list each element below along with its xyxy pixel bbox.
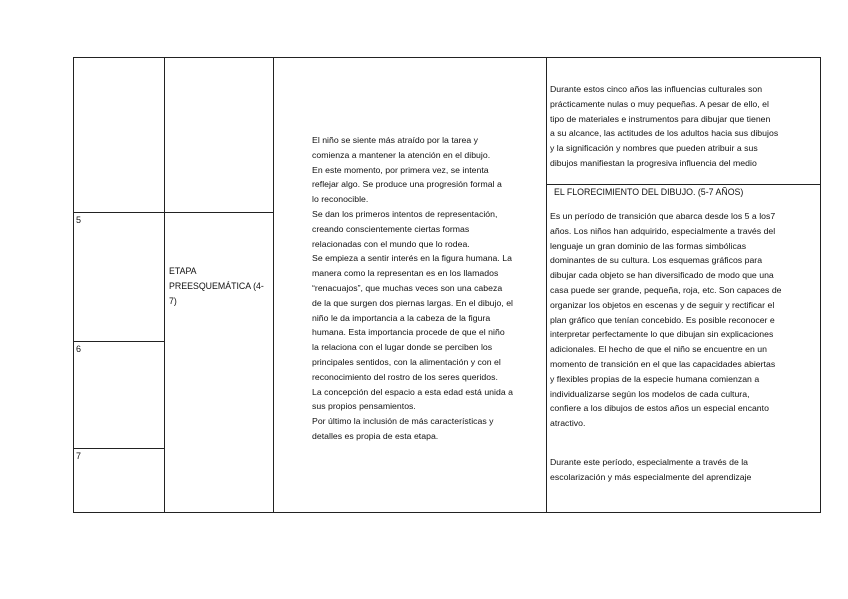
schooling-text: [550, 455, 751, 485]
row-divider: [546, 184, 821, 185]
flowering-line: dominantes de su cultura. Los esquemas gráficos para: [550, 255, 763, 266]
description-line: niño le da importancia a la cabeza de la figura: [312, 312, 491, 323]
description-line: lo reconocible.: [312, 194, 369, 205]
description-line: “renacuajos”, que muchas veces son una cabeza: [312, 282, 503, 293]
flowering-line: interpretar perfectamente lo que dibujan sin explicaciones: [550, 329, 774, 340]
influences-line: dibujos manifiestan la progresiva influencia del medio: [550, 157, 757, 168]
flowering-line: Es un período de transición que abarca desde los 5 a los7: [550, 211, 776, 221]
influences-line: y la significación y nombres que pueden atribuir a sus: [550, 143, 758, 154]
flowering-text: [550, 209, 782, 431]
age-label: 6: [76, 344, 82, 354]
row-divider: [73, 341, 165, 342]
description-line: detalles es propia de esta etapa.: [312, 430, 439, 441]
description-line: comienza a mantener la atención en el dibujo.: [312, 149, 491, 160]
stage-name: [169, 264, 269, 309]
flowering-line: adicionales. El hecho de que el niño se encuentre en un: [550, 344, 767, 355]
schooling-line: Durante este período, especialmente a través de la: [550, 457, 749, 467]
flowering-line: atractivo.: [550, 418, 586, 429]
description-line: reconocimiento del rostro de los seres queridos.: [312, 371, 498, 382]
influences-line: Durante estos cinco años las influencias culturales son: [550, 84, 763, 94]
flowering-line: y flexibles propias de la especie humana comienzan a: [550, 373, 760, 384]
description-line: Se empieza a sentir interés en la figura humana. La: [312, 253, 512, 264]
flowering-line: plan gráfico que tenían concebido. Es posible reconocer e: [550, 314, 775, 325]
flowering-line: organizar los objetos en escenas y de seguir y rectificar el: [550, 299, 775, 310]
flowering-line: individualizarse según los modelos de cada cultura,: [550, 388, 750, 399]
row-divider: [73, 448, 165, 449]
description-line: sus propios pensamientos.: [312, 401, 416, 412]
description-line: principales sentidos, con la alimentación y con el: [312, 356, 501, 367]
flowering-line: confiere a los dibujos de estos años un especial encanto: [550, 403, 769, 414]
flowering-heading: EL FLORECIMIENTO DEL DIBUJO. (5-7 AÑOS): [554, 187, 744, 197]
age-label: 5: [76, 215, 82, 225]
age-label: 7: [76, 451, 82, 461]
description-line: manera como la representan es en los llamados: [312, 268, 499, 279]
flowering-line: años. Los niños han adquirido, especialmente a través del: [550, 225, 776, 236]
description-line: El niño se siente más atraído por la tarea y: [312, 135, 479, 145]
flowering-line: dibujar cada objeto se han diversificado de modo que una: [550, 270, 774, 281]
column-divider: [546, 57, 547, 513]
row-divider: [73, 212, 273, 213]
description-line: de la que surgen dos piernas largas. En el dibujo, el: [312, 297, 514, 308]
flowering-line: casa puede ser grande, pequeña, roja, etc. Son capaces de: [550, 284, 782, 295]
stage-name-line: 7): [169, 296, 177, 306]
column-divider: [164, 57, 165, 513]
stage-description: [312, 133, 513, 444]
description-line: En este momento, por primera vez, se intenta: [312, 164, 489, 175]
stage-name-line: ETAPA: [169, 266, 197, 276]
influences-line: tipo de materiales e instrumentos para dibujar que tienen: [550, 113, 771, 124]
influences-line: a su alcance, las actitudes de los adultos hacia sus dibujos: [550, 128, 779, 139]
description-line: Se dan los primeros intentos de representación,: [312, 208, 498, 219]
column-divider: [273, 57, 274, 513]
flowering-line: momento de transición en el que las capacidades abiertas: [550, 358, 776, 369]
description-line: reflejar algo. Se produce una progresión formal a: [312, 179, 502, 190]
description-line: humana. Esta importancia procede de que el niño: [312, 327, 505, 338]
schooling-line: escolarización y más especialmente del aprendizaje: [550, 471, 752, 482]
description-line: Por último la inclusión de más características y: [312, 416, 494, 427]
cultural-influences-text: [550, 82, 778, 171]
description-line: relacionadas con el mundo que lo rodea.: [312, 238, 470, 249]
description-line: La concepción del espacio a esta edad está unida a: [312, 386, 513, 397]
influences-line: prácticamente nulas o muy pequeñas. A pesar de ello, el: [550, 98, 769, 109]
description-line: creando conscientemente ciertas formas: [312, 223, 470, 234]
stage-name-line: PREESQUEMÁTICA (4-: [169, 281, 264, 291]
flowering-line: lenguaje un gran dominio de las formas simbólicas: [550, 240, 747, 251]
description-line: la relaciona con el lugar donde se perciben los: [312, 342, 493, 353]
